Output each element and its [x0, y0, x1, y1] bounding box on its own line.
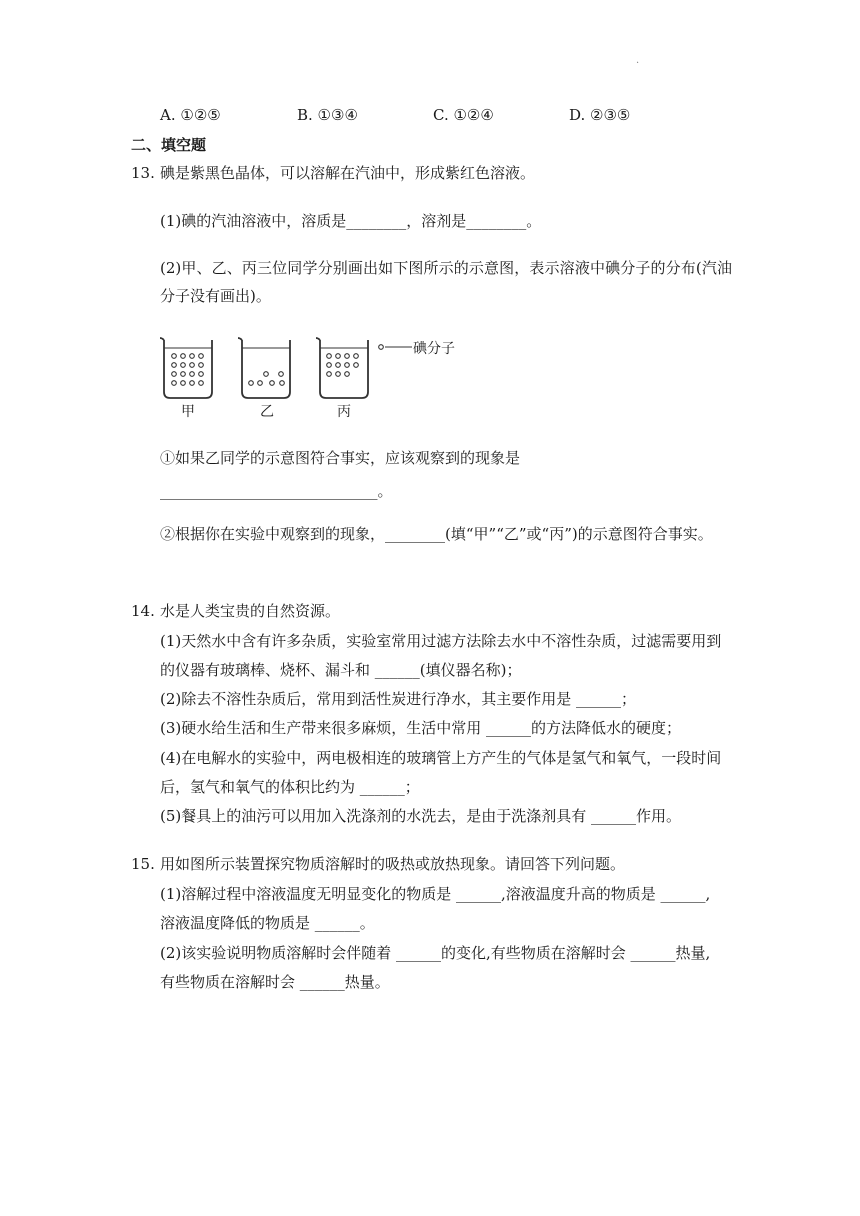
- q13-part4: ②根据你在实验中观察到的现象，________(填“甲”“乙”或“丙”)的示意图符合事实。: [160, 525, 713, 543]
- q14-line-2: 的仪器有玻璃棒、烧杯、漏斗和 ______(填仪器名称)；: [160, 661, 522, 679]
- choice-d: D. ②③⑤: [569, 106, 631, 124]
- q15-line-2: 溶液温度降低的物质是 ______。: [160, 914, 375, 932]
- beaker-yi: [238, 338, 290, 398]
- q14-line-3: (2)除去不溶性杂质后，常用到活性炭进行净水，其主要作用是 ______；: [160, 690, 637, 708]
- beaker-bing: [316, 338, 368, 398]
- q15-number: 15.: [131, 855, 155, 873]
- q13-part3-line2: _____________________________。: [160, 482, 393, 500]
- q14-line-7: (5)餐具上的油污可以用加入洗涤剂的水洗去，是由于洗涤剂具有 ______作用。: [160, 807, 682, 825]
- q14-line-5: (4)在电解水的实验中，两电极相连的玻璃管上方产生的气体是氢气和氧气，一段时间: [160, 749, 722, 767]
- q14-stem: 水是人类宝贵的自然资源。: [160, 602, 341, 620]
- section-title: 二、填空题: [131, 136, 207, 154]
- q13-stem: 碘是紫黑色晶体，可以溶解在汽油中，形成紫红色溶液。: [160, 164, 536, 182]
- q13-part1: (1)碘的汽油溶液中，溶质是________，溶剂是________。: [160, 212, 542, 230]
- q14-number: 14.: [131, 602, 155, 620]
- q14-line-4: (3)硬水给生活和生产带来很多麻烦，生活中常用 ______的方法降低水的硬度；: [160, 719, 682, 737]
- beaker-label-jia: 甲: [181, 404, 195, 420]
- q15-stem: 用如图所示装置探究物质溶解时的吸热或放热现象。请回答下列问题。: [160, 855, 626, 873]
- q13-number: 13.: [131, 164, 155, 182]
- choice-c: C. ①②④: [433, 106, 494, 124]
- choice-b: B. ①③④: [297, 106, 358, 124]
- choice-a: A. ①②⑤: [160, 106, 221, 124]
- q14-line-1: (1)天然水中含有许多杂质，实验室常用过滤方法除去水中不溶性杂质，过滤需要用到: [160, 632, 722, 650]
- q15-line-3: (2)该实验说明物质溶解时会伴随着 ______的变化,有些物质在溶解时会 ______热量,: [160, 944, 711, 962]
- q15-line-1: (1)溶解过程中溶液温度无明显变化的物质是 ______,溶液温度升高的物质是 ______,: [160, 885, 711, 903]
- q13-part3-line1: ①如果乙同学的示意图符合事实，应该观察到的现象是: [160, 449, 521, 467]
- header-mark: ·: [636, 58, 640, 69]
- legend-molecule-label: 碘分子: [413, 341, 455, 357]
- beaker-label-yi: 乙: [260, 404, 274, 420]
- q14-line-6: 后，氢气和氧气的体积比约为 ______；: [160, 778, 420, 796]
- beaker-jia: [160, 338, 212, 398]
- q13-part2: (2)甲、乙、丙三位同学分别画出如下图所示的示意图，表示溶液中碘分子的分布(汽油分子没有画出)。: [160, 259, 732, 305]
- q15-line-4: 有些物质在溶解时会 ______热量。: [160, 973, 390, 991]
- beaker-label-bing: 丙: [337, 404, 351, 420]
